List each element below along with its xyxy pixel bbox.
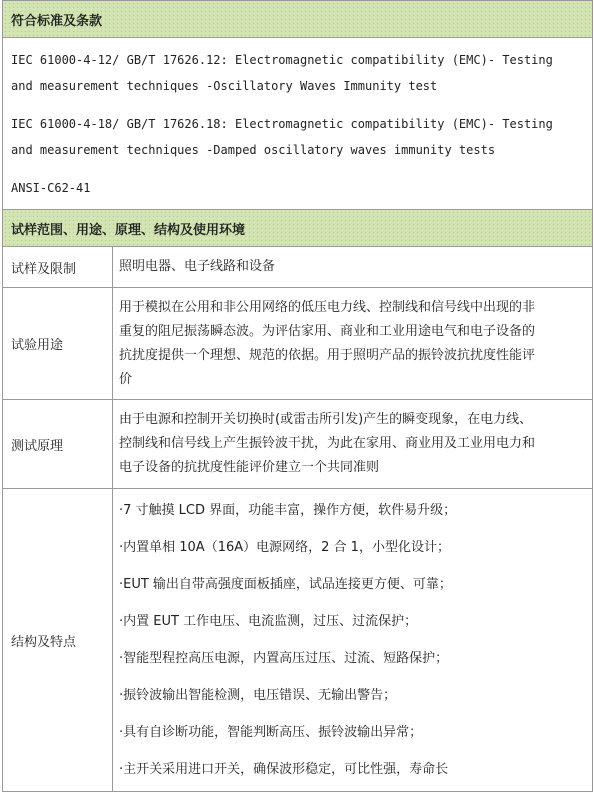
feature-item: ·内置单相 10A（16A）电源网络，2 合 1，小型化设计；: [119, 540, 450, 555]
purpose-label: 试验用途: [3, 288, 113, 400]
feature-item: ·主开关采用进口开关，确保波形稳定，可比性强，寿命长: [119, 762, 449, 777]
feature-item: ·振铃波输出智能检测，电压错误、无输出警告；: [119, 688, 397, 703]
standards-row: [3, 38, 593, 210]
purpose-row: [3, 288, 593, 400]
standards-section-title: 符合标准及条款: [3, 1, 593, 38]
standard-item: IEC 61000-4-12/ GB/T 17626.12: Electromagnetic compatibility (EMC)- Testing and measurement techniques -Oscillatory Waves Immunity test: [11, 52, 553, 93]
feature-item: ·EUT 输出自带高强度面板插座，试品连接更方便、可靠；: [119, 577, 452, 592]
scope-section-title: 试样范围、用途、原理、结构及使用环境: [3, 210, 593, 247]
sample-label: 试样及限制: [3, 247, 113, 288]
sample-value: 照明电器、电子线路和设备: [113, 247, 593, 288]
principle-text: 由于电源和控制开关切换时(或雷击所引发)产生的瞬变现象，在电力线、 控制线和信号线上产生振铃波干扰，为此在家用、商业用及工业用电力和 电子设备的抗扰度性能评价建立一个共同准则: [113, 400, 593, 489]
standard-item: ANSI-C62-41: [11, 180, 91, 195]
standards-list: [3, 38, 593, 210]
sample-row: [3, 247, 593, 288]
standard-item: IEC 61000-4-18/ GB/T 17626.18: Electromagnetic compatibility (EMC)- Testing and measurement techniques -Damped oscillatory waves immunity tests: [11, 116, 553, 157]
feature-item: ·内置 EUT 工作电压、电流监测，过压、过流保护；: [119, 614, 418, 629]
features-label: 结构及特点: [3, 489, 113, 792]
spec-table: [2, 0, 593, 792]
feature-item: ·智能型程控高压电源，内置高压过压、过流、短路保护；: [119, 651, 449, 666]
feature-item: ·7 寸触摸 LCD 界面，功能丰富，操作方便，软件易升级；: [119, 503, 457, 518]
standards-header-row: [3, 1, 593, 38]
scope-header-row: [3, 210, 593, 247]
principle-row: [3, 400, 593, 489]
feature-item: ·具有自诊断功能，智能判断高压、振铃波输出异常；: [119, 725, 423, 740]
features-row: [3, 489, 593, 792]
features-list: [113, 489, 593, 792]
principle-label: 测试原理: [3, 400, 113, 489]
purpose-text: 用于模拟在公用和非公用网络的低压电力线、控制线和信号线中出现的非 重复的阻尼振荡瞬态波。为评估家用、商业和工业用途电气和电子设备的 抗扰度提供一个理想、规范的依据。用于照明产品的振铃波抗扰度性能评 价: [113, 288, 593, 400]
